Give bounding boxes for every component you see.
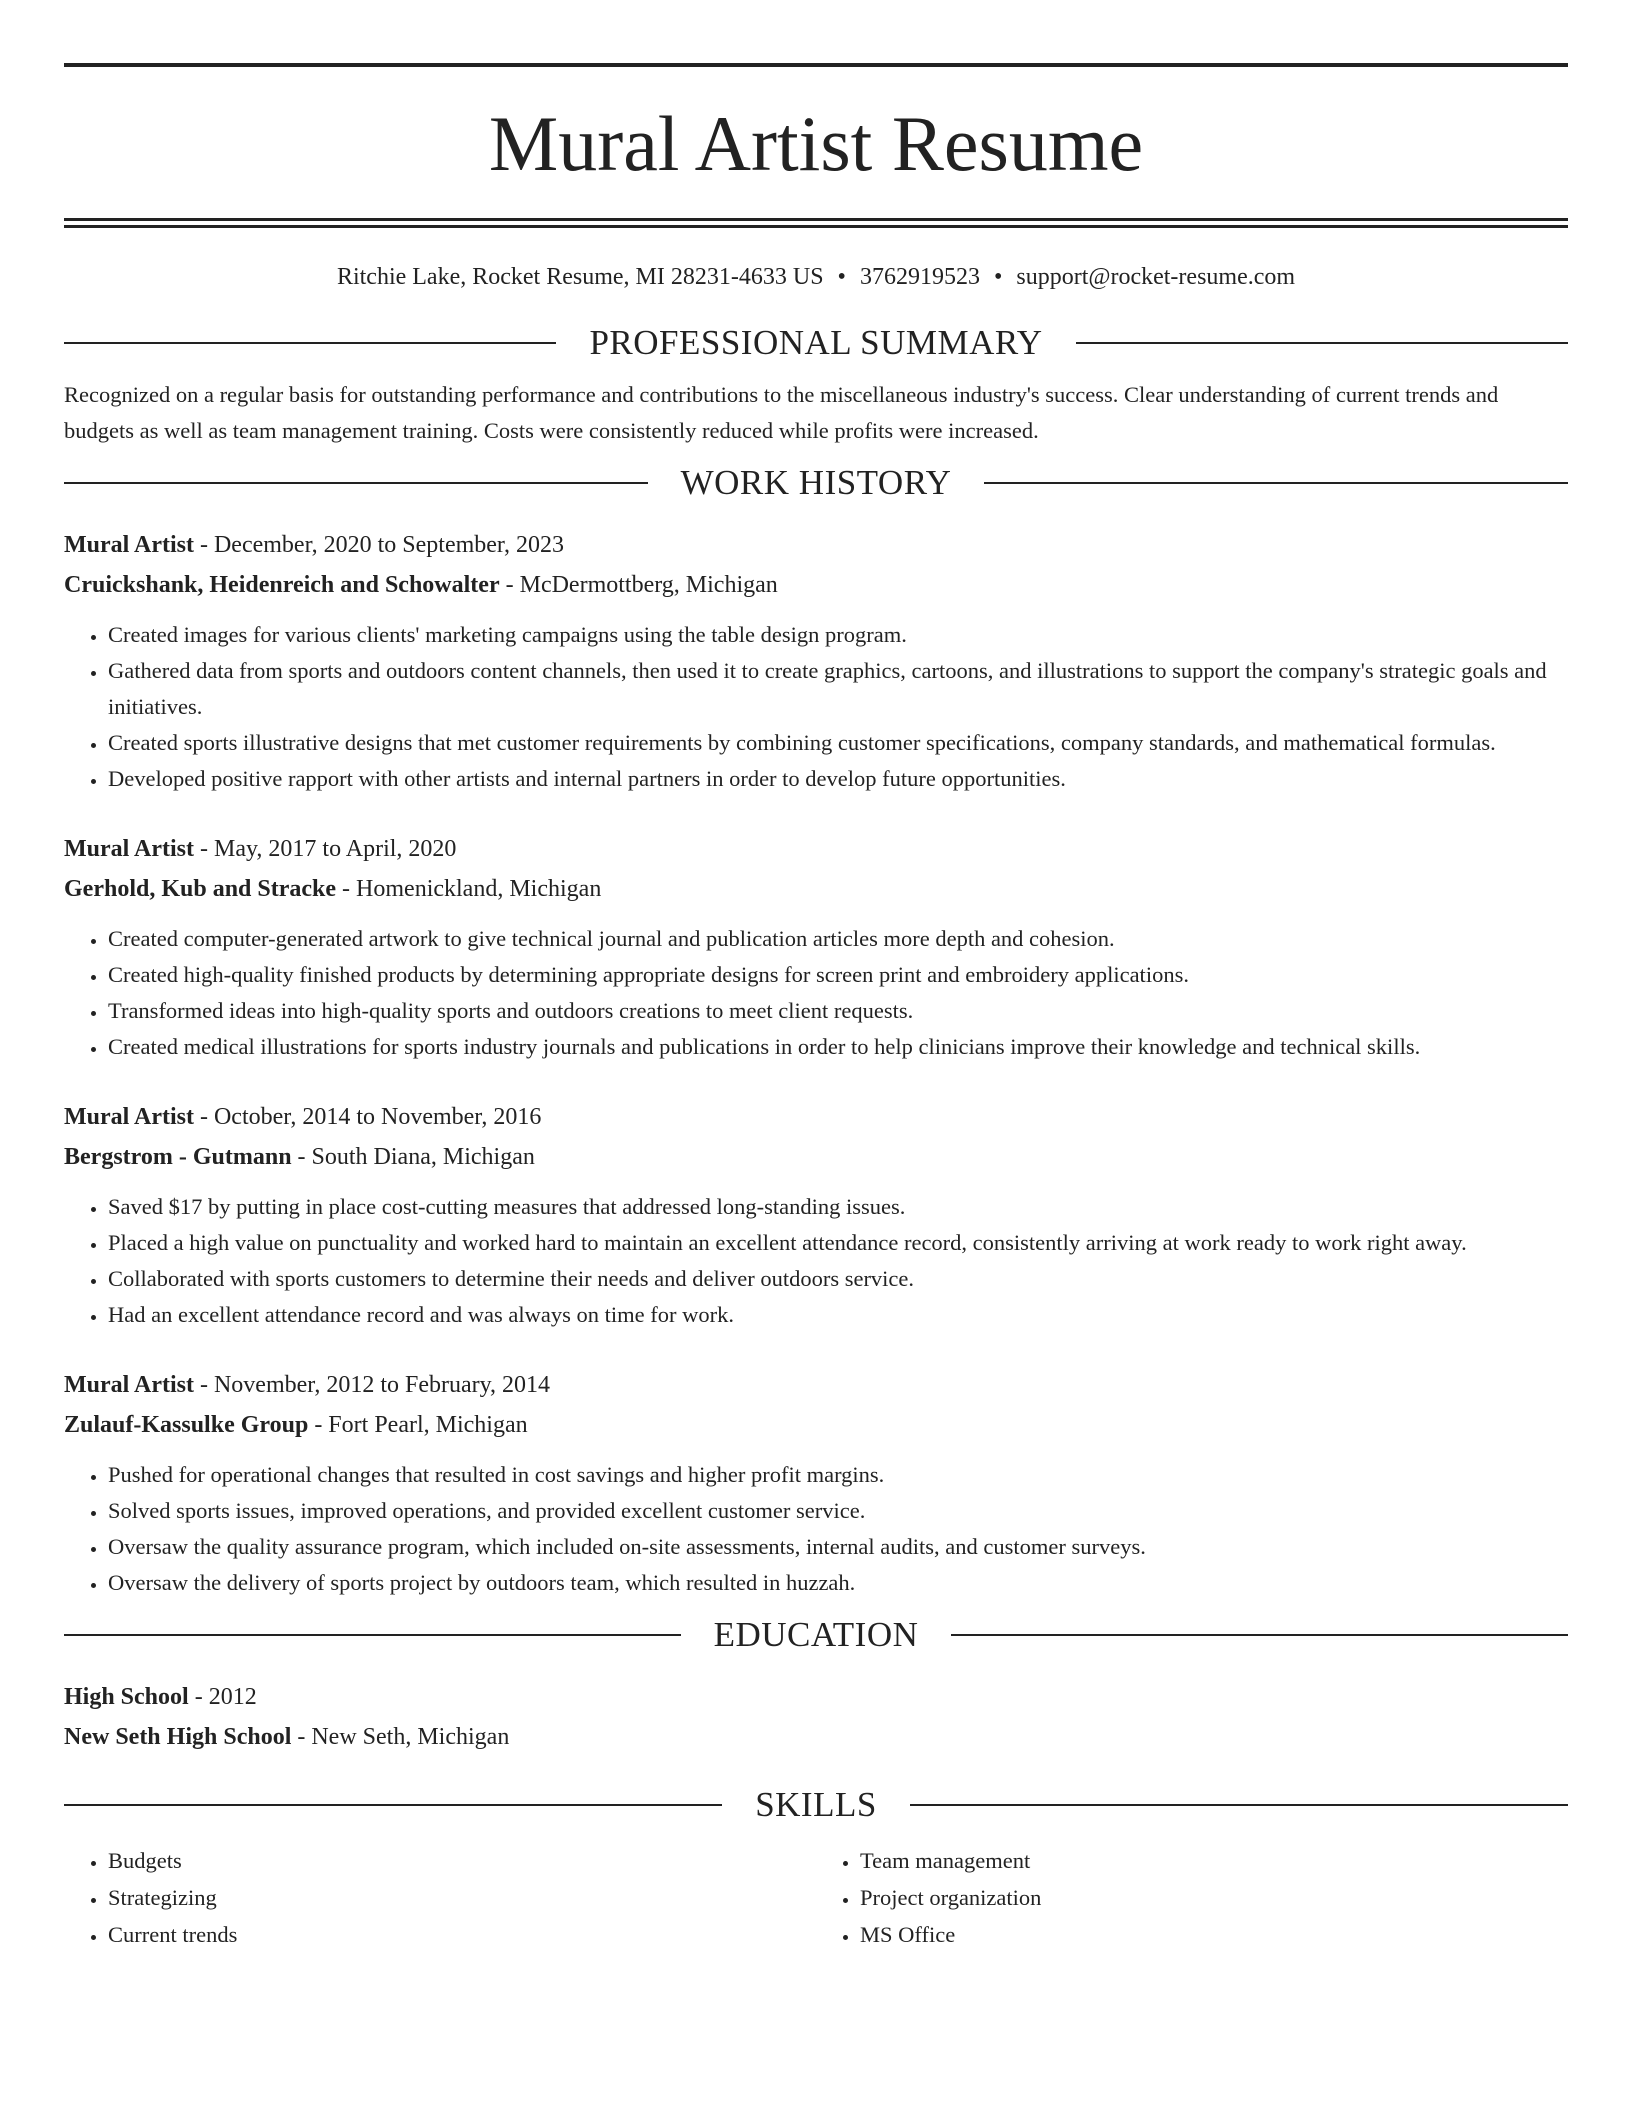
job-entry bbox=[64, 829, 1568, 1065]
summary-heading-label: PROFESSIONAL SUMMARY bbox=[589, 323, 1043, 362]
skill-item: • Budgets bbox=[108, 1842, 816, 1879]
job-location: - Fort Pearl, Michigan bbox=[308, 1412, 528, 1438]
job-bullet: • Oversaw the quality assurance program, which included on-site assessments, internal audits, and customer surveys. bbox=[108, 1529, 1568, 1565]
skill-item: • Team management bbox=[860, 1842, 1568, 1879]
skills-list bbox=[816, 1842, 1568, 1953]
heading-rule-left bbox=[64, 482, 648, 484]
job-company-line bbox=[64, 1405, 1568, 1445]
job-dates: - October, 2014 to November, 2016 bbox=[193, 1104, 542, 1130]
skills-list bbox=[64, 1842, 816, 1953]
job-entry bbox=[64, 525, 1568, 797]
job-bullet: • Created medical illustrations for sports industry journals and publications in order to help clinicians improve their knowledge and technical skills. bbox=[108, 1029, 1568, 1065]
job-bullets bbox=[64, 617, 1568, 797]
skill-item: • Project organization bbox=[860, 1879, 1568, 1916]
skill-item: • Current trends bbox=[108, 1916, 816, 1953]
skills-heading bbox=[64, 1785, 1568, 1825]
job-title: Mural Artist bbox=[64, 836, 194, 862]
skill-item: • Strategizing bbox=[108, 1879, 816, 1916]
job-company: Bergstrom - Gutmann bbox=[64, 1144, 292, 1170]
job-company: Cruickshank, Heidenreich and Schowalter bbox=[64, 572, 500, 598]
heading-rule-right bbox=[910, 1804, 1568, 1806]
job-bullets bbox=[64, 1457, 1568, 1601]
skills-column-right bbox=[816, 1842, 1568, 1953]
job-title-line bbox=[64, 525, 1568, 565]
heading-rule-right bbox=[1076, 342, 1568, 344]
job-bullet: • Placed a high value on punctuality and worked hard to maintain an excellent attendance record, consistently arriving at work ready to work right away. bbox=[108, 1225, 1568, 1261]
education-heading-label: EDUCATION bbox=[713, 1615, 919, 1654]
contact-phone: 3762919523 bbox=[859, 264, 980, 290]
education-degree: High School bbox=[64, 1684, 189, 1710]
job-company-line bbox=[64, 869, 1568, 909]
skills-column-left bbox=[64, 1842, 816, 1953]
skill-item: • MS Office bbox=[860, 1916, 1568, 1953]
contact-separator: • bbox=[993, 264, 1003, 290]
contact-address: Ritchie Lake, Rocket Resume, MI 28231-4633 US bbox=[336, 264, 824, 290]
job-bullet: • Solved sports issues, improved operations, and provided excellent customer service. bbox=[108, 1493, 1568, 1529]
education-entry bbox=[64, 1677, 1568, 1757]
job-bullet: • Created images for various clients' marketing campaigns using the table design program. bbox=[108, 617, 1568, 653]
heading-rule-right bbox=[984, 482, 1568, 484]
job-company: Gerhold, Kub and Stracke bbox=[64, 876, 337, 902]
job-bullet: • Developed positive rapport with other artists and internal partners in order to develop future opportunities. bbox=[108, 761, 1568, 797]
skills-heading-label: SKILLS bbox=[755, 1785, 877, 1824]
education-degree-line bbox=[64, 1677, 1568, 1717]
contact-email: support@rocket-resume.com bbox=[1016, 264, 1296, 290]
job-title-line bbox=[64, 1365, 1568, 1405]
education-heading bbox=[64, 1615, 1568, 1655]
job-title-line bbox=[64, 829, 1568, 869]
job-company-line bbox=[64, 1137, 1568, 1177]
job-bullet: • Created computer-generated artwork to give technical journal and publication articles more depth and cohesion. bbox=[108, 921, 1568, 957]
job-bullet: • Transformed ideas into high-quality sports and outdoors creations to meet client requests. bbox=[108, 993, 1568, 1029]
education-location: - New Seth, Michigan bbox=[291, 1724, 510, 1750]
job-location: - Homenickland, Michigan bbox=[336, 876, 602, 902]
job-entry bbox=[64, 1365, 1568, 1601]
top-rule bbox=[64, 63, 1568, 67]
job-title: Mural Artist bbox=[64, 532, 194, 558]
job-location: - South Diana, Michigan bbox=[291, 1144, 535, 1170]
work-heading bbox=[64, 463, 1568, 503]
education-school-line bbox=[64, 1717, 1568, 1757]
resume-title: Mural Artist Resume bbox=[488, 100, 1144, 187]
job-bullet: • Had an excellent attendance record and was always on time for work. bbox=[108, 1297, 1568, 1333]
skills-columns bbox=[64, 1842, 1568, 1953]
education-school: New Seth High School bbox=[64, 1724, 292, 1750]
contact-separator: • bbox=[837, 264, 846, 290]
education-year: - 2012 bbox=[188, 1684, 257, 1710]
job-bullet: • Gathered data from sports and outdoors content channels, then used it to create graphics, cartoons, and illustrations to support the company's strategic goals and initiatives. bbox=[108, 653, 1568, 725]
job-location: - McDermottberg, Michigan bbox=[499, 572, 778, 598]
job-dates: - December, 2020 to September, 2023 bbox=[193, 532, 564, 558]
summary-heading bbox=[64, 323, 1568, 363]
summary-text: Recognized on a regular basis for outstanding performance and contributions to the miscellaneous industry's success. Clear understanding of current trends and budgets as well as team management training. Costs were consistently reduced while profits were increased. bbox=[64, 382, 1499, 443]
heading-rule-left bbox=[64, 342, 556, 344]
job-entry bbox=[64, 1097, 1568, 1333]
job-bullets bbox=[64, 921, 1568, 1065]
job-bullet: • Created high-quality finished products by determining appropriate designs for screen print and embroidery applications. bbox=[108, 957, 1568, 993]
job-bullet: • Collaborated with sports customers to determine their needs and deliver outdoors service. bbox=[108, 1261, 1568, 1297]
job-company-line bbox=[64, 565, 1568, 605]
job-dates: - May, 2017 to April, 2020 bbox=[193, 836, 457, 862]
work-heading-label: WORK HISTORY bbox=[680, 463, 952, 502]
job-dates: - November, 2012 to February, 2014 bbox=[193, 1372, 551, 1398]
job-bullets bbox=[64, 1189, 1568, 1333]
job-title: Mural Artist bbox=[64, 1104, 194, 1130]
job-bullet: • Created sports illustrative designs that met customer requirements by combining customer specifications, company standards, and mathematical formulas. bbox=[108, 725, 1568, 761]
heading-rule-left bbox=[64, 1804, 722, 1806]
job-bullet: • Pushed for operational changes that resulted in cost savings and higher profit margins. bbox=[108, 1457, 1568, 1493]
heading-rule-right bbox=[951, 1634, 1568, 1636]
contact-line bbox=[64, 261, 1568, 293]
job-title: Mural Artist bbox=[64, 1372, 194, 1398]
job-company: Zulauf-Kassulke Group bbox=[64, 1412, 309, 1438]
job-bullet: • Oversaw the delivery of sports project by outdoors team, which resulted in huzzah. bbox=[108, 1565, 1568, 1601]
job-title-line bbox=[64, 1097, 1568, 1137]
heading-rule-left bbox=[64, 1634, 681, 1636]
title-double-rule bbox=[64, 218, 1568, 228]
job-bullet: • Saved $17 by putting in place cost-cutting measures that addressed long-standing issues. bbox=[108, 1189, 1568, 1225]
